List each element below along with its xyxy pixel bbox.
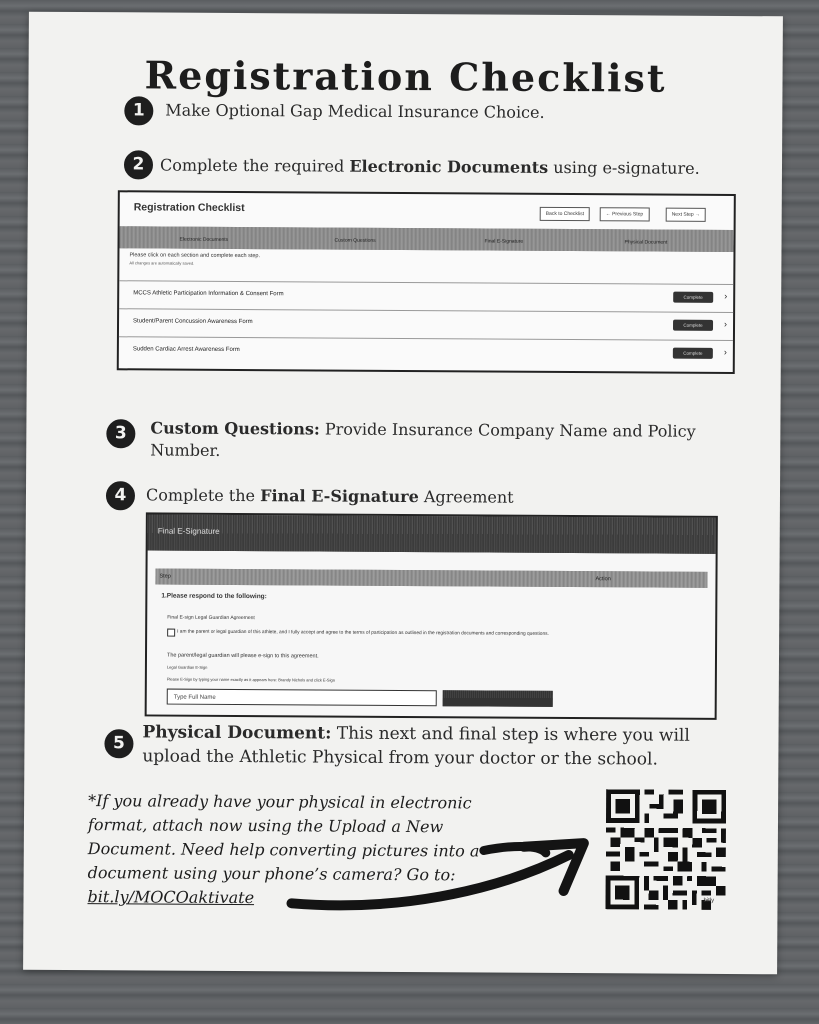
previous-step-button: ← Previous Step bbox=[600, 207, 650, 221]
esign-button bbox=[443, 690, 553, 707]
status-badge: Complete bbox=[673, 320, 713, 331]
document-label: Student/Parent Concussion Awareness Form bbox=[133, 318, 253, 326]
band-label: Physical Document bbox=[624, 239, 668, 246]
esignature-header-band bbox=[148, 514, 716, 553]
band-label: Electronic Documents bbox=[179, 236, 229, 243]
step-5-number: 5 bbox=[104, 729, 133, 758]
step-2-number: 2 bbox=[124, 150, 153, 179]
chevron-right-icon: › bbox=[724, 318, 728, 329]
final-esignature-screenshot bbox=[145, 512, 718, 719]
esign-note: The parent/legal guardian will please e-sign to this agreement. bbox=[166, 652, 319, 660]
esign-instruction: Please E-Sign by typing your name exactly as it appears here: Brandy Nichols and click E-Sign bbox=[166, 676, 335, 683]
step-column-header: Step bbox=[159, 573, 171, 580]
step-3-number: 3 bbox=[106, 419, 135, 448]
esignature-header: Final E-Signature bbox=[157, 526, 220, 536]
note-text: *If you already have your physical in electronic format, attach now using the Upload a New Document. Need help converting pictures into a document using your phone’s camera? Go to: bbox=[87, 791, 480, 885]
chevron-right-icon: › bbox=[724, 290, 728, 301]
agreement-title: Final E-sign Legal Guardian Agreement bbox=[167, 614, 255, 622]
screenshot-header: Registration Checklist bbox=[133, 201, 245, 215]
back-to-checklist-button: Back to Checklist bbox=[540, 207, 590, 221]
qr-code-icon bbox=[605, 789, 726, 910]
progress-steps-band bbox=[119, 226, 733, 252]
document-label: Sudden Cardiac Arrest Awareness Form bbox=[132, 346, 240, 354]
aktivate-link[interactable]: bit.ly/MOCOaktivate bbox=[87, 887, 255, 908]
step-5-text: Physical Document: This next and final step is where you will upload the Athletic Physical from your doctor or the school. bbox=[142, 722, 690, 770]
status-badge: Complete bbox=[673, 348, 713, 359]
document-row bbox=[119, 336, 733, 369]
full-name-field: Type Full Name bbox=[167, 689, 437, 707]
step-4-number: 4 bbox=[106, 481, 135, 510]
arrow-icon bbox=[283, 831, 614, 923]
band-label: Custom Questions bbox=[334, 237, 376, 244]
step-4-text: Complete the Final E-Signature Agreement bbox=[145, 485, 514, 507]
page-title: Registration Checklist bbox=[144, 52, 667, 101]
table-header-band bbox=[155, 568, 707, 587]
bitly-label: bitly bbox=[703, 897, 715, 904]
agreement-checkbox-text: I am the parent or legal guardian of this athlete, and I fully accept and agree to the terms of participation as outlined in the registration documents and corresponding questions. bbox=[177, 629, 549, 637]
checklist-paper bbox=[23, 12, 783, 975]
step-3-text: Custom Questions: Provide Insurance Company Name and Policy Number. bbox=[150, 418, 696, 460]
electronic-documents-screenshot bbox=[117, 190, 736, 374]
band-label: Final E-Signature bbox=[484, 238, 524, 245]
step-1-text: Make Optional Gap Medical Insurance Choice. bbox=[165, 100, 545, 122]
agreement-checkbox bbox=[167, 629, 175, 637]
status-badge: Complete bbox=[673, 292, 713, 303]
chevron-right-icon: › bbox=[723, 346, 727, 357]
step-1-number: 1 bbox=[124, 96, 153, 125]
document-label: MCCS Athletic Participation Information & Consent Form bbox=[133, 290, 284, 298]
step-2-text: Complete the required Electronic Documents using e-signature. bbox=[159, 155, 700, 178]
legal-guardian-label: Legal Guardian E-Sign bbox=[166, 664, 208, 670]
respond-heading: 1.Please respond to the following: bbox=[161, 592, 267, 601]
next-step-button: Next Step → bbox=[666, 208, 706, 222]
action-column-header: Action bbox=[595, 576, 611, 583]
instruction-text: Please click on each section and complete each step. bbox=[129, 252, 261, 260]
autosave-text: All changes are automatically saved. bbox=[129, 260, 195, 266]
